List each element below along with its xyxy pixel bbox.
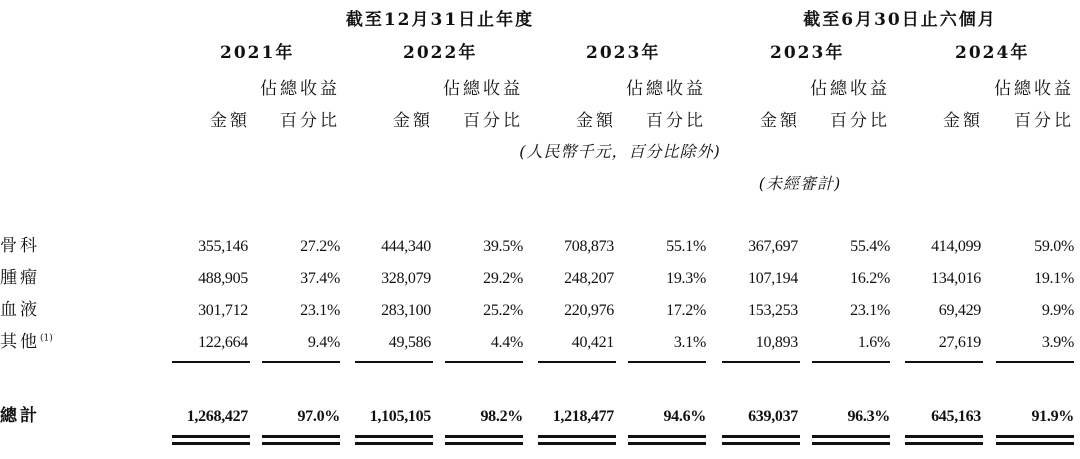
cell-pct-2021: 23.1%: [300, 302, 340, 319]
cell-pct-2024-h1: 9.9%: [1041, 302, 1074, 319]
subtotal-rule: [628, 361, 706, 363]
col-pct-line1: 佔總收益: [626, 79, 706, 99]
col-amount: 金額: [576, 111, 616, 131]
cell-amount-2023-h1: 153,253: [748, 302, 798, 319]
cell-pct-2023: 17.2%: [666, 302, 706, 319]
cell-pct-2022: 25.2%: [483, 302, 523, 319]
cell-amount-2021: 122,664: [198, 334, 248, 351]
footnote-marker: (1): [40, 333, 53, 344]
year-header-2024-interim: 2024年: [955, 43, 1030, 63]
cell-amount-2023: 220,976: [564, 302, 614, 319]
cell-amount-2023-h1: 107,194: [748, 270, 798, 287]
col-amount: 金額: [210, 111, 250, 131]
subtotal-rule: [905, 361, 983, 363]
cell-amount-2022: 328,079: [381, 270, 431, 287]
unaudited-note: (未經審計): [758, 174, 842, 193]
col-pct-line1: 佔總收益: [443, 79, 523, 99]
cell-pct-2023: 19.3%: [666, 270, 706, 287]
col-amount: 金額: [760, 111, 800, 131]
total-amount-2023: 1,218,477: [552, 408, 614, 425]
row-label-others-text: 其他: [0, 332, 40, 352]
total-amount-2021: 1,268,427: [186, 408, 248, 425]
cell-pct-2023: 55.1%: [666, 238, 706, 255]
cell-pct-2021: 27.2%: [300, 238, 340, 255]
total-pct-2023: 94.6%: [663, 408, 706, 425]
col-amount: 金額: [943, 111, 983, 131]
subtotal-rule: [812, 361, 890, 363]
cell-amount-2023: 40,421: [571, 334, 614, 351]
cell-pct-2023: 3.1%: [673, 334, 706, 351]
cell-pct-2022: 39.5%: [483, 238, 523, 255]
cell-amount-2023: 708,873: [564, 238, 614, 255]
col-pct-line2: 百分比: [463, 111, 523, 131]
col-pct-line1: 佔總收益: [260, 79, 340, 99]
subtotal-rule: [172, 361, 250, 363]
cell-pct-2022: 4.4%: [490, 334, 523, 351]
cell-pct-2022: 29.2%: [483, 270, 523, 287]
cell-pct-2024-h1: 59.0%: [1034, 238, 1074, 255]
total-amount-2022: 1,105,105: [369, 408, 431, 425]
total-pct-2024-h1: 91.9%: [1031, 408, 1074, 425]
row-label-oncology: 腫瘤: [0, 268, 40, 288]
col-pct-line2: 百分比: [280, 111, 340, 131]
row-label-others: [0, 334, 53, 351]
cell-pct-2021: 37.4%: [300, 270, 340, 287]
col-pct-line1: 佔總收益: [810, 79, 890, 99]
cell-pct-2021: 9.4%: [307, 334, 340, 351]
col-pct-line2: 百分比: [646, 111, 706, 131]
cell-amount-2024-h1: 69,429: [938, 302, 981, 319]
col-amount: 金額: [393, 111, 433, 131]
cell-pct-2023-h1: 16.2%: [850, 270, 890, 287]
period-interim-header: 截至6月30日止六個月: [803, 10, 997, 30]
cell-amount-2021: 488,905: [198, 270, 248, 287]
total-pct-2023-h1: 96.3%: [847, 408, 890, 425]
cell-amount-2021: 301,712: [198, 302, 248, 319]
row-label-hematology: 血液: [0, 300, 40, 320]
subtotal-rule: [355, 361, 433, 363]
subtotal-rule: [538, 361, 616, 363]
cell-pct-2023-h1: 23.1%: [850, 302, 890, 319]
total-amount-2023-h1: 639,037: [748, 408, 798, 425]
total-amount-2024-h1: 645,163: [931, 408, 981, 425]
total-pct-2021: 97.0%: [297, 408, 340, 425]
subtotal-rule: [722, 361, 800, 363]
year-header-2023: 2023年: [586, 43, 661, 63]
period-annual-header: 截至12月31日止年度: [345, 10, 535, 30]
row-label-orthopedics: 骨科: [0, 236, 40, 256]
cell-amount-2023: 248,207: [564, 270, 614, 287]
cell-amount-2023-h1: 10,893: [755, 334, 798, 351]
col-pct-line2: 百分比: [1014, 111, 1074, 131]
cell-amount-2024-h1: 414,099: [931, 238, 981, 255]
cell-amount-2022: 444,340: [381, 238, 431, 255]
col-pct-line1: 佔總收益: [994, 79, 1074, 99]
year-header-2022: 2022年: [403, 43, 478, 63]
total-pct-2022: 98.2%: [480, 408, 523, 425]
cell-pct-2024-h1: 3.9%: [1041, 334, 1074, 351]
cell-amount-2024-h1: 134,016: [931, 270, 981, 287]
total-label: 總計: [0, 406, 40, 426]
cell-pct-2023-h1: 55.4%: [850, 238, 890, 255]
cell-pct-2023-h1: 1.6%: [857, 334, 890, 351]
subtotal-rule: [445, 361, 523, 363]
subtotal-rule: [996, 361, 1074, 363]
year-header-2023-interim: 2023年: [770, 43, 845, 63]
cell-amount-2022: 49,586: [388, 334, 431, 351]
col-pct-line2: 百分比: [830, 111, 890, 131]
cell-amount-2023-h1: 367,697: [748, 238, 798, 255]
cell-pct-2024-h1: 19.1%: [1034, 270, 1074, 287]
cell-amount-2024-h1: 27,619: [938, 334, 981, 351]
cell-amount-2022: 283,100: [381, 302, 431, 319]
subtotal-rule: [262, 361, 340, 363]
year-header-2021: 2021年: [220, 43, 295, 63]
unit-note: (人民幣千元，百分比除外): [519, 142, 721, 161]
cell-amount-2021: 355,146: [198, 238, 248, 255]
